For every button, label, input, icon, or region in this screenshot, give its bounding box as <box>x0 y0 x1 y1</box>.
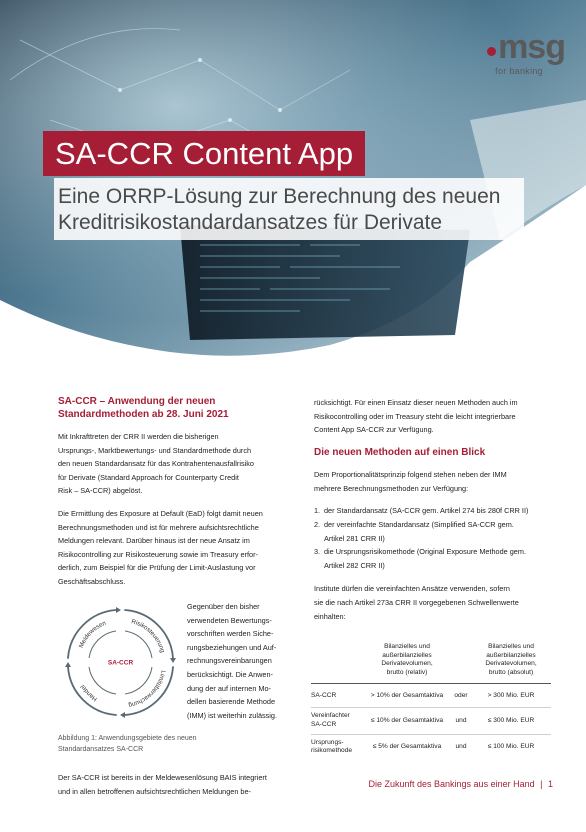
footer-separator: | <box>540 779 543 789</box>
diagram-segment-meldewesen: Meldewesen <box>77 619 108 650</box>
threshold-table <box>311 643 551 760</box>
paragraph-intro: Mit Inkrafttreten der CRR II werden die bisherigen Ursprungs-, Marktbewertungs- und Standardmethode durch den neuen Standardansatz für das Kontrahentenausfallrisiko für Derivate (Standard Approach for Counterparty Credit Risk – SA-CCR) abgelöst. <box>58 432 254 496</box>
page-number: 1 <box>547 779 553 789</box>
diagram-segment-limitueberwachung: Limitüberwachung <box>127 669 167 709</box>
diagram-segment-risikosteuerung: Risikosteuerung <box>130 618 166 654</box>
section-heading-sa-ccr: SA-CCR – Anwendung der neuen Standardmethoden ab 28. Juni 2021 <box>58 396 229 420</box>
page-footer <box>369 779 554 789</box>
section-heading-methods: Die neuen Methoden auf einen Blick <box>314 446 486 458</box>
logo-dot-icon <box>487 47 496 56</box>
diagram-segment-handel: Handel <box>79 683 99 703</box>
subtitle-line-1: Eine ORRP-Lösung zur Berechnung des neuen <box>58 185 501 208</box>
diagram-side-paragraph: Gegenüber den bisher verwendeten Bewertungs- vorschriften werden Siche- rungsbeziehungen und Auf- rechnungsvereinbarungen berücksichtigt. Die Anwen- dung der auf internen Mo- dellen basierende Methode (IMM) ist weiterhin zulässig. <box>187 602 278 720</box>
paragraph-proportionality: Dem Proportionalitätsprinzip folgend stehen neben der IMM mehrere Berechnungsmethoden zur Verfügung: <box>314 470 507 493</box>
diagram-center-label: SA-CCR <box>107 659 134 667</box>
column-header-absolute: Bilanzielles und außerbilanzielles Derivatevolumen, brutto (absolut) <box>471 643 551 684</box>
footer-text: Die Zukunft des Bankings aus einer Hand <box>368 779 535 789</box>
methods-list <box>314 504 554 572</box>
list-item: 3. die Ursprungsrisikomethode (Original Exposure Methode gem. Artikel 282 CRR II) <box>314 547 526 570</box>
column-header-relative: Bilanzielles und außerbilanzielles Derivatevolumen, brutto (relativ) <box>363 643 451 684</box>
list-item: 2. der vereinfachte Standardansatz (Simplified SA-CCR gem. Artikel 281 CRR II) <box>314 520 514 543</box>
paragraph-bais: Der SA-CCR ist bereits in der Meldewesenlösung BAIS integriert und in allen betroffenen aufsichtsrechtlichen Meldungen be- <box>58 773 267 796</box>
hero-banner <box>0 0 586 362</box>
figure-caption: Abbildung 1: Anwendungsgebiete des neuen Standardansatzes SA-CCR <box>58 735 197 753</box>
right-column <box>314 396 554 623</box>
table-row: SA-CCR > 10% der Gesamtaktiva oder > 300 Mio. EUR <box>311 684 551 708</box>
logo-tagline: for banking <box>495 66 543 76</box>
page-title: SA-CCR Content App <box>43 131 365 176</box>
page-subtitle <box>54 178 524 240</box>
table-header-row <box>311 643 551 684</box>
list-item: 1. der Standardansatz (SA-CCR gem. Artikel 274 bis 280f CRR II) <box>314 506 529 516</box>
msg-logo <box>425 28 565 78</box>
paragraph-continuation: rücksichtigt. Für einen Einsatz dieser neuen Methoden auch im Risikocontrolling oder im Treasury steht die leicht integrierbare Content App SA-CCR zur Verfügung. <box>314 398 518 435</box>
table-row: Ursprungs- risikomethode ≤ 5% der Gesamtaktiva und ≤ 100 Mio. EUR <box>311 738 535 755</box>
paragraph-thresholds: Institute dürfen die vereinfachten Ansätze verwenden, sofern sie die nach Artikel 273a CRR II vorgegebenen Schwellenwerte einhalten: <box>314 584 519 621</box>
paragraph-ead: Die Ermittlung des Exposure at Default (EaD) folgt damit neuen Berechnungsmethoden und ist für mehrere aufsichtsrechtliche Meldungen relevant. Darüber hinaus ist der neue Ansatz im Risikocontrolling zur Risikosteuerung sowie im Treasury erfor- derlich, zum Beispiel für die Prüfung der Limit-Auslastung vor Geschäftsabschluss. <box>58 508 263 586</box>
logo-wordmark: msg <box>498 28 565 66</box>
left-column <box>58 396 296 589</box>
application-areas-diagram <box>58 600 183 725</box>
subtitle-line-2: Kreditrisikostandardansatzes für Derivate <box>58 211 443 234</box>
table-row: Vereinfachter SA-CCR ≤ 10% der Gesamtaktiva und ≤ 300 Mio. EUR <box>311 708 551 734</box>
